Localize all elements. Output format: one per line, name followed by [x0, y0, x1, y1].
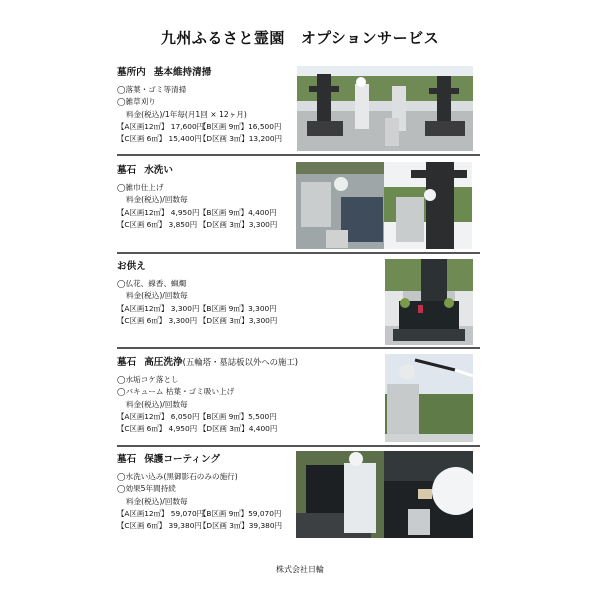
fee-label: 料金(税込)/回数毎	[126, 195, 188, 205]
price-label: 【D区画 3㎡】	[199, 134, 249, 144]
price-label: 【A区画12㎡】	[117, 207, 169, 217]
section-title-main: 墓所内	[117, 67, 146, 78]
price-value: 3,300円	[248, 315, 278, 325]
photo-basic-cleaning	[297, 66, 473, 151]
service-item: ◯水垢コケ落とし	[117, 375, 179, 384]
fee-label: 料金(税込)/回数毎	[126, 291, 188, 301]
company-name: 株式会社日輪	[276, 565, 324, 574]
price-label: 【A区画12㎡】	[117, 508, 169, 518]
section-title-sub: 基本維持清掃	[153, 67, 212, 78]
fee-label: 料金(税込)/1年毎(月1回 × 12ヶ月)	[126, 109, 247, 119]
price-value: 3,300円	[248, 219, 278, 229]
price-label: 【D区画 3㎡】	[199, 424, 249, 434]
title-left: 九州ふるさと霊園	[160, 29, 285, 47]
section-title-main: 墓石	[117, 357, 137, 368]
price-value: 5,500円	[248, 411, 277, 421]
price-label: 【C区画 6㎡】	[117, 315, 167, 325]
price-label: 【C区画 6㎡】	[117, 134, 167, 144]
section-subtitle: (五輪塔・墓誌板以外への施工)	[182, 357, 298, 367]
photo-protective-coating	[296, 451, 473, 538]
price-label: 【B区画 9㎡】	[199, 508, 249, 518]
service-item: ◯落葉・ゴミ等清掃	[117, 85, 187, 94]
service-item: ◯バキューム 枯葉・ゴミ吸い上げ	[117, 387, 235, 397]
service-item: ◯雑草刈り	[117, 97, 156, 107]
price-value: 6,050円	[170, 411, 200, 421]
photo-offerings	[385, 259, 473, 345]
price-value: 59,070円	[170, 508, 205, 518]
section-title-sub: 水洗い	[144, 165, 173, 176]
price-value: 4,950円	[170, 207, 200, 217]
section-title-main: 墓石	[117, 454, 137, 465]
price-label: 【B区画 9㎡】	[199, 303, 249, 313]
price-value: 13,200円	[248, 134, 282, 144]
section-divider	[117, 154, 480, 156]
price-value: 3,300円	[248, 303, 277, 313]
price-value: 3,850円	[168, 219, 198, 229]
price-label: 【D区画 3㎡】	[199, 315, 249, 325]
price-value: 17,600円	[170, 121, 205, 131]
price-label: 【D区画 3㎡】	[199, 219, 249, 229]
fee-label: 料金(税込)/回数毎	[126, 496, 188, 506]
price-label: 【B区画 9㎡】	[199, 411, 249, 421]
service-item: ◯効果5年間持続	[117, 484, 176, 494]
photo-high-pressure-wash	[385, 354, 473, 442]
price-value: 4,400円	[248, 207, 277, 217]
section-title-main: 墓石	[117, 165, 137, 176]
price-value: 4,400円	[248, 424, 278, 434]
price-label: 【A区画12㎡】	[117, 121, 169, 131]
price-value: 39,380円	[248, 521, 282, 531]
photo-water-wash	[296, 162, 472, 249]
section-title-main: お供え	[117, 261, 146, 272]
price-label: 【A区画12㎡】	[117, 411, 169, 421]
price-value: 39,380円	[168, 521, 202, 531]
service-item: ◯水洗い込み(黒御影石のみの施行)	[117, 472, 238, 481]
price-value: 15,400円	[168, 134, 202, 144]
section-divider	[117, 445, 480, 447]
service-item: ◯仏花、線香、蝋燭	[117, 279, 187, 288]
price-label: 【A区画12㎡】	[117, 303, 169, 313]
price-label: 【D区画 3㎡】	[199, 521, 249, 531]
price-value: 3,300円	[168, 315, 198, 325]
page-title	[0, 27, 600, 48]
price-label: 【B区画 9㎡】	[199, 121, 249, 131]
price-label: 【C区画 6㎡】	[117, 521, 167, 531]
price-value: 59,070円	[248, 508, 282, 518]
service-item: ◯雑巾仕上げ	[117, 183, 164, 192]
price-value: 4,950円	[168, 424, 198, 434]
fee-label: 料金(税込)/回数毎	[126, 399, 188, 409]
section-title-sub: 高圧洗浄	[144, 357, 183, 368]
section-divider	[117, 347, 480, 349]
title-right: オプションサービス	[300, 29, 440, 47]
price-label: 【C区画 6㎡】	[117, 424, 167, 434]
section-divider	[117, 252, 480, 254]
price-label: 【B区画 9㎡】	[199, 207, 249, 217]
price-label: 【C区画 6㎡】	[117, 219, 167, 229]
section-title-sub: 保護コーティング	[144, 454, 220, 465]
price-value: 3,300円	[170, 303, 200, 313]
price-value: 16,500円	[248, 121, 282, 131]
